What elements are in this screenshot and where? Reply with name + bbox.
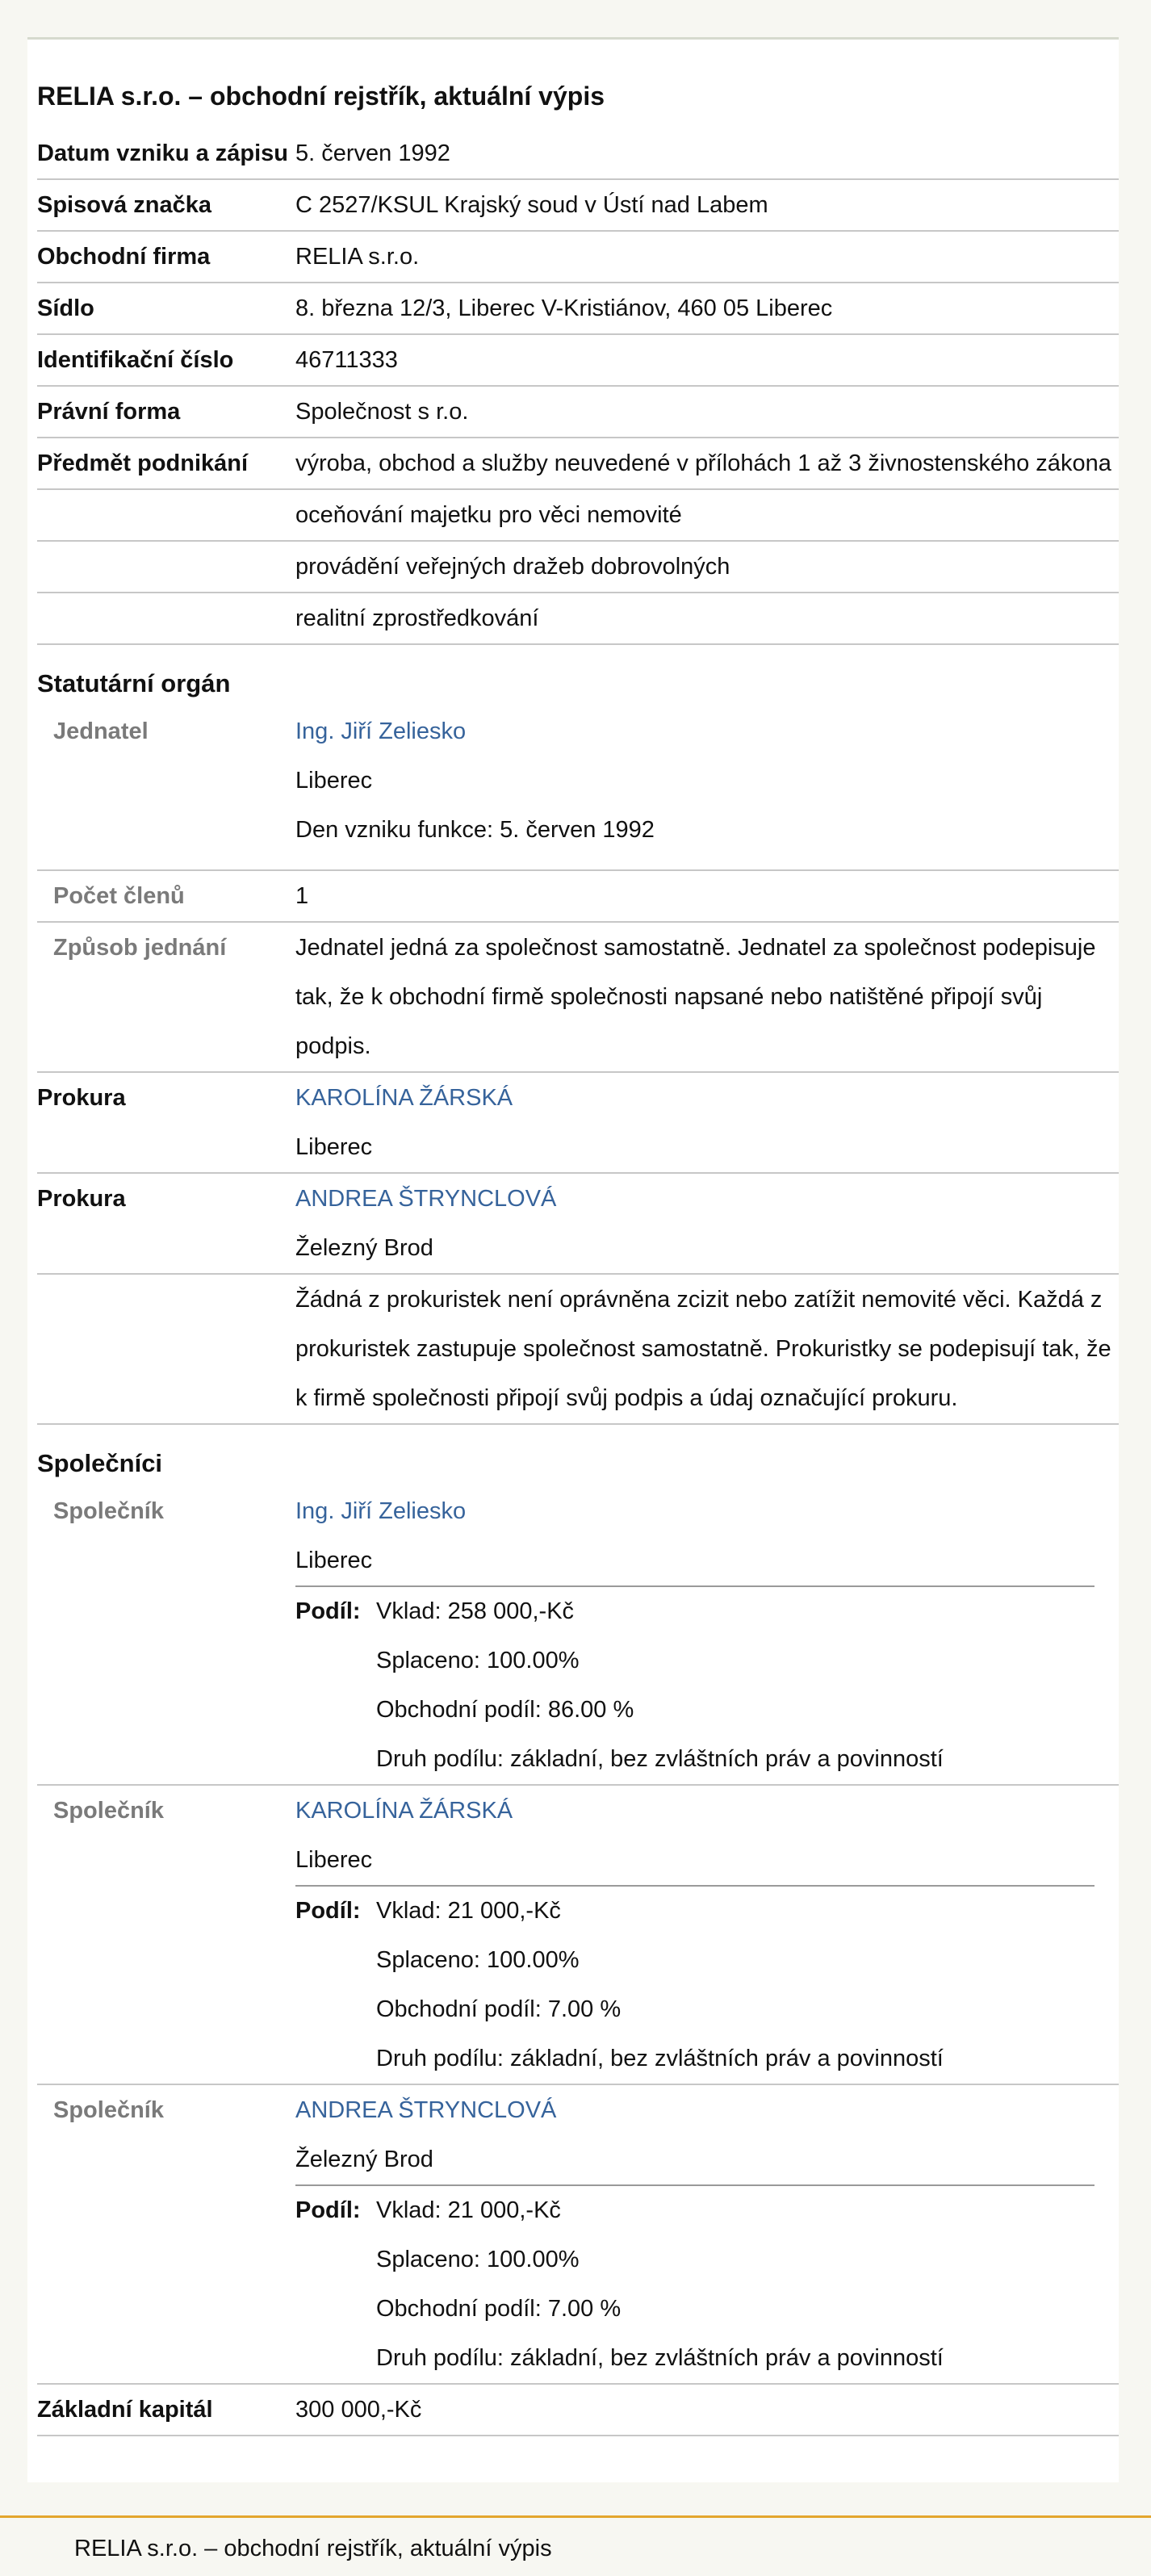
spolecnik-3-vklad: Vklad: 21 000,-Kč bbox=[376, 2197, 561, 2223]
spolecnik-3-name-link[interactable]: ANDREA ŠTRYNCLOVÁ bbox=[295, 2097, 557, 2123]
spolecnik-1-vklad: Vklad: 258 000,-Kč bbox=[376, 1598, 575, 1624]
label-predmet-podnikani: Předmět podnikání bbox=[37, 450, 249, 476]
jednatel-city: Liberec bbox=[295, 768, 373, 794]
spolecnik-3-obchodni-podil: Obchodní podíl: 7.00 % bbox=[376, 2296, 622, 2322]
document-sheet bbox=[27, 37, 1119, 2482]
spolecnik-1-druh: Druh podílu: základní, bez zvláštních práv a povinností bbox=[376, 1746, 944, 1772]
spolecnik-1-name-link[interactable]: Ing. Jiří Zeliesko bbox=[295, 1498, 467, 1524]
spolecnik-3-druh: Druh podílu: základní, bez zvláštních práv a povinností bbox=[376, 2345, 944, 2371]
spolecnik-2-obchodni-podil: Obchodní podíl: 7.00 % bbox=[376, 1996, 622, 2022]
spolecnik-1-city: Liberec bbox=[295, 1548, 373, 1573]
label-pocet-clenu: Počet členů bbox=[53, 883, 185, 909]
row-spolecnik-1 bbox=[37, 1486, 1119, 1786]
label-spolecnik-3: Společník bbox=[53, 2097, 164, 2123]
row-zpusob-jednani bbox=[37, 923, 1119, 1073]
row-prokura-note bbox=[37, 1275, 1119, 1425]
spolecnik-3-podil-label: Podíl: bbox=[295, 2197, 361, 2223]
spolecnik-1-splaceno: Splaceno: 100.00% bbox=[376, 1648, 580, 1673]
row-spisova-znacka bbox=[37, 180, 1119, 232]
page-footer bbox=[0, 2515, 1151, 2576]
label-prokura-1: Prokura bbox=[37, 1085, 126, 1111]
row-prokura-1 bbox=[37, 1073, 1119, 1174]
spolecnik-3-splaceno: Splaceno: 100.00% bbox=[376, 2247, 580, 2272]
value-ico: 46711333 bbox=[295, 347, 398, 373]
spolecnik-2-splaceno: Splaceno: 100.00% bbox=[376, 1947, 580, 1973]
row-pravni-forma bbox=[37, 387, 1119, 438]
value-predmet-3: provádění veřejných dražeb dobrovolných bbox=[295, 554, 730, 580]
jednatel-since: Den vzniku funkce: 5. červen 1992 bbox=[295, 817, 655, 843]
row-ico bbox=[37, 335, 1119, 387]
spolecnik-2-name-link[interactable]: KAROLÍNA ŽÁRSKÁ bbox=[295, 1798, 513, 1824]
spolecnik-3-city: Železný Brod bbox=[295, 2147, 433, 2172]
value-zpusob-jednani: Jednatel jedná za společnost samostatně. Jednatel za společnost podepisuje tak, že k obchodní firmě společnosti napsané nebo natištěné připojí svůj podpis. bbox=[295, 935, 1096, 1059]
value-pravni-forma: Společnost s r.o. bbox=[295, 399, 469, 425]
spolecnik-2-city: Liberec bbox=[295, 1847, 373, 1873]
label-sidlo: Sídlo bbox=[37, 295, 94, 321]
row-predmet-podnikani bbox=[37, 438, 1119, 490]
row-prokura-2 bbox=[37, 1174, 1119, 1275]
row-pocet-clenu bbox=[37, 871, 1119, 923]
label-datum-vzniku: Datum vzniku a zápisu bbox=[37, 140, 289, 166]
label-ico: Identifikační číslo bbox=[37, 347, 234, 373]
row-predmet-2 bbox=[37, 490, 1119, 542]
row-spolecnik-3 bbox=[37, 2085, 1119, 2385]
value-obchodni-firma: RELIA s.r.o. bbox=[295, 244, 420, 270]
section-spolecnici: Společníci bbox=[37, 1449, 163, 1477]
label-obchodni-firma: Obchodní firma bbox=[37, 244, 211, 270]
spolecnik-2-podil-label: Podíl: bbox=[295, 1898, 361, 1924]
row-zakladni-kapital bbox=[37, 2385, 1119, 2436]
label-spisova-znacka: Spisová značka bbox=[37, 192, 211, 218]
value-zakladni-kapital: 300 000,-Kč bbox=[295, 2397, 422, 2423]
label-zakladni-kapital: Základní kapitál bbox=[37, 2397, 213, 2423]
row-predmet-3 bbox=[37, 542, 1119, 593]
value-pocet-clenu: 1 bbox=[295, 883, 309, 909]
page-title: RELIA s.r.o. – obchodní rejstřík, aktuální výpis bbox=[37, 82, 605, 111]
prokura-2-name-link[interactable]: ANDREA ŠTRYNCLOVÁ bbox=[295, 1186, 557, 1212]
value-predmet-1: výroba, obchod a služby neuvedené v přílohách 1 až 3 živnostenského zákona bbox=[295, 450, 1111, 476]
label-spolecnik-2: Společník bbox=[53, 1798, 164, 1824]
spolecnik-1-obchodni-podil: Obchodní podíl: 86.00 % bbox=[376, 1697, 634, 1723]
section-statutarni-organ: Statutární orgán bbox=[37, 669, 231, 697]
row-datum-vzniku bbox=[37, 128, 1119, 180]
label-prokura-2: Prokura bbox=[37, 1186, 126, 1212]
register-table bbox=[37, 128, 1119, 2436]
value-sidlo: 8. března 12/3, Liberec V-Kristiánov, 460 05 Liberec bbox=[295, 295, 833, 321]
spolecnik-2-druh: Druh podílu: základní, bez zvláštních práv a povinností bbox=[376, 2046, 944, 2071]
row-obchodni-firma bbox=[37, 232, 1119, 283]
footer-title: RELIA s.r.o. – obchodní rejstřík, aktuální výpis bbox=[74, 2536, 552, 2561]
value-prokura-note: Žádná z prokuristek není oprávněna zcizit nebo zatížit nemovité věci. Každá z prokuristek zastupuje společnost samostatně. Prokuristky se podepisují tak, že k firmě společnosti připojí svůj podpis a údaj označující prokuru. bbox=[295, 1287, 1111, 1411]
prokura-1-name-link[interactable]: KAROLÍNA ŽÁRSKÁ bbox=[295, 1085, 513, 1111]
row-jednatel bbox=[37, 706, 1119, 871]
jednatel-name-link[interactable]: Ing. Jiří Zeliesko bbox=[295, 718, 467, 744]
label-pravni-forma: Právní forma bbox=[37, 399, 181, 425]
label-zpusob-jednani: Způsob jednání bbox=[53, 935, 227, 961]
prokura-1-city: Liberec bbox=[295, 1134, 373, 1160]
spolecnik-1-podil-label: Podíl: bbox=[295, 1598, 361, 1624]
label-spolecnik-1: Společník bbox=[53, 1498, 164, 1524]
value-predmet-2: oceňování majetku pro věci nemovité bbox=[295, 502, 682, 528]
value-datum-vzniku: 5. červen 1992 bbox=[295, 140, 450, 166]
prokura-2-city: Železný Brod bbox=[295, 1235, 433, 1261]
value-spisova-znacka: C 2527/KSUL Krajský soud v Ústí nad Labem bbox=[295, 192, 768, 218]
row-spolecnik-2 bbox=[37, 1786, 1119, 2085]
row-sidlo bbox=[37, 283, 1119, 335]
row-predmet-4 bbox=[37, 593, 1119, 645]
label-jednatel: Jednatel bbox=[53, 718, 149, 744]
spolecnik-2-podil bbox=[295, 1885, 1094, 2084]
value-predmet-4: realitní zprostředkování bbox=[295, 605, 539, 631]
spolecnik-3-podil bbox=[295, 2184, 1094, 2383]
spolecnik-1-podil bbox=[295, 1585, 1094, 1784]
spolecnik-2-vklad: Vklad: 21 000,-Kč bbox=[376, 1898, 561, 1924]
